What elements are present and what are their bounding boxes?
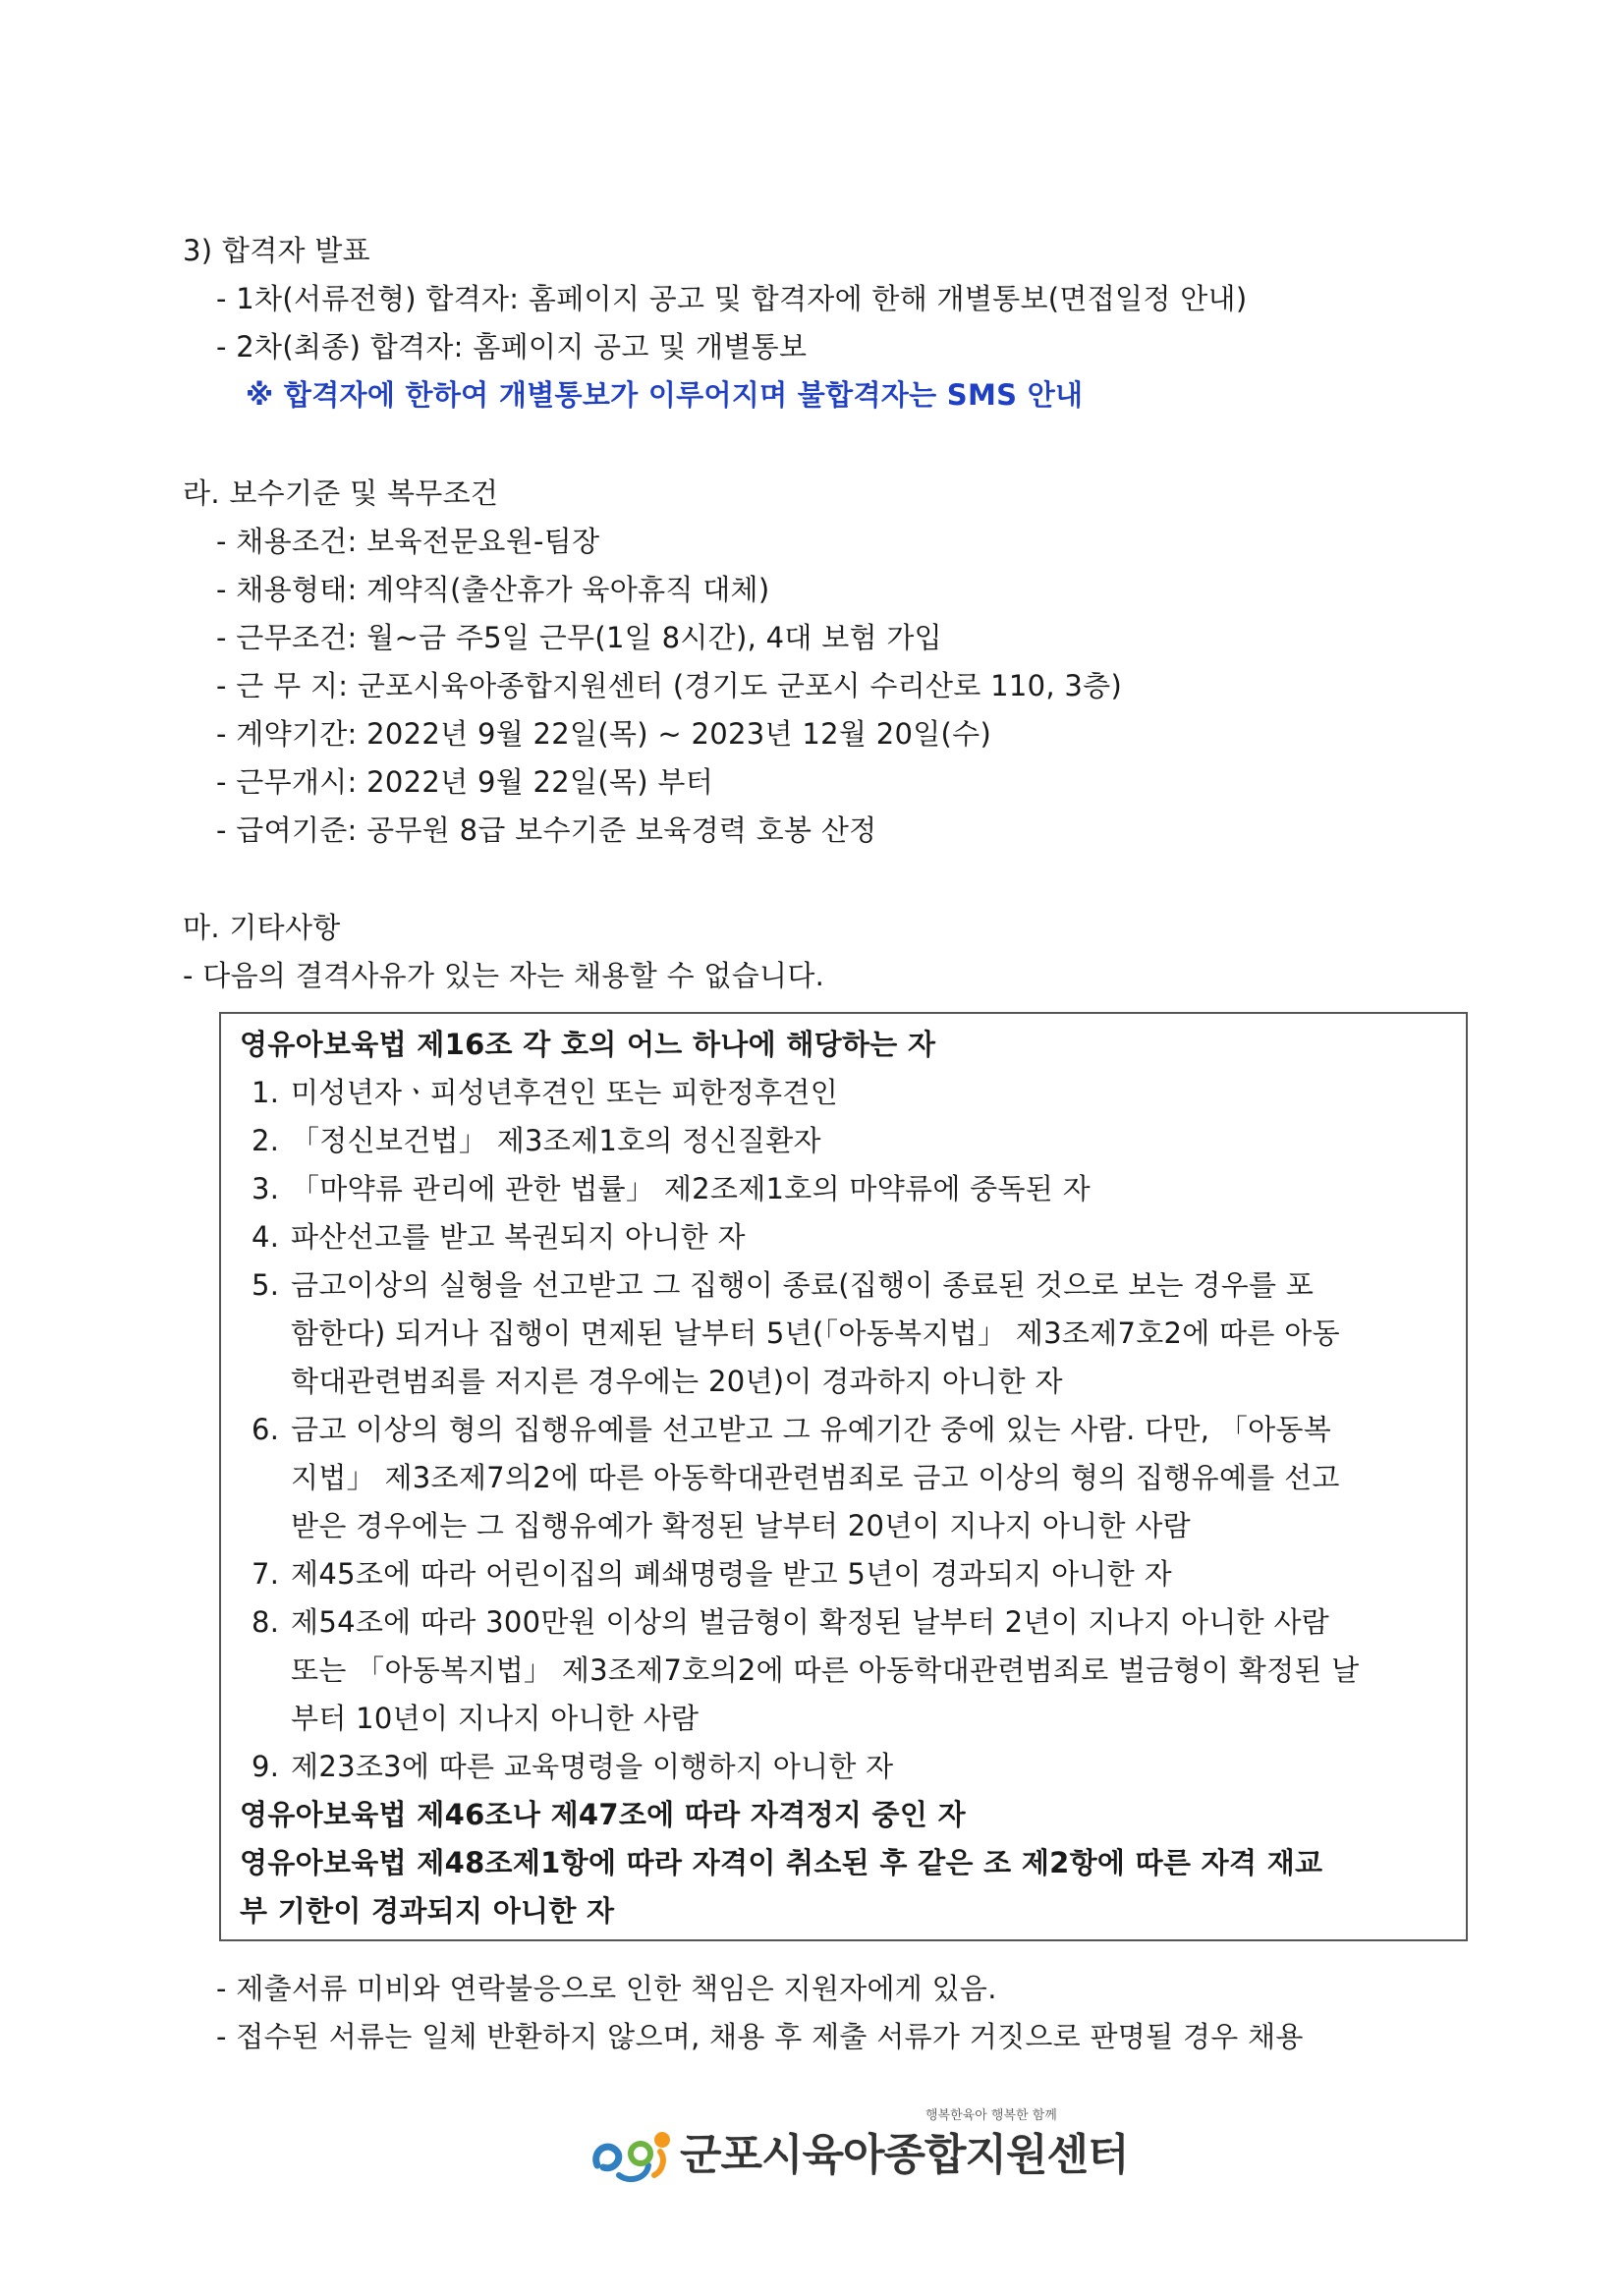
box-item-text: 받은 경우에는 그 집행유예가 확정된 날부터 20년이 지나지 아니한 사람 (291, 1509, 1191, 1542)
box-item-number: 5. (252, 1268, 280, 1302)
box-item-number: 1. (252, 1076, 280, 1109)
box-item-number: 4. (252, 1220, 280, 1254)
list-item: - 급여기준: 공무원 8급 보수기준 보육경력 호봉 산정 (216, 813, 877, 847)
box-footer-line: 부 기한이 경과되지 아니한 자 (240, 1894, 615, 1928)
center-logo-icon (589, 2122, 678, 2187)
box-item-number: 2. (252, 1124, 280, 1157)
logo-tagline: 행복한육아 행복한 함께 (925, 2108, 1057, 2123)
section-heading-announcement: 3) 합격자 발표 (183, 234, 370, 267)
box-footer-line: 영유아보육법 제46조나 제47조에 따라 자격정지 중인 자 (240, 1798, 966, 1831)
box-item-text: 파산선고를 받고 복권되지 아니한 자 (291, 1220, 746, 1254)
list-item: - 근무개시: 2022년 9월 22일(목) 부터 (216, 765, 714, 799)
box-item-text: 제23조3에 따른 교육명령을 이행하지 아니한 자 (291, 1750, 894, 1783)
box-item-text: 함한다) 되거나 집행이 면제된 날부터 5년(「아동복지법」 제3조제7호2에 따른 아동 (291, 1316, 1340, 1350)
section-heading-other: 마. 기타사항 (183, 911, 341, 944)
box-item-text: 미성년자ㆍ피성년후견인 또는 피한정후견인 (291, 1076, 839, 1109)
box-item-text: 금고이상의 실형을 선고받고 그 집행이 종료(집행이 종료된 것으로 보는 경우를 포 (291, 1268, 1315, 1302)
section-heading-conditions: 라. 보수기준 및 복무조건 (183, 476, 499, 510)
box-item-number: 6. (252, 1413, 280, 1446)
box-footer-line: 영유아보육법 제48조제1항에 따라 자격이 취소된 후 같은 조 제2항에 따른 자격 재교 (240, 1846, 1323, 1879)
box-item-number: 3. (252, 1172, 280, 1205)
box-item-text: 「마약류 관리에 관한 법률」 제2조제1호의 마약류에 중독된 자 (291, 1172, 1091, 1205)
box-item-text: 부터 10년이 지나지 아니한 사람 (291, 1702, 700, 1735)
list-item: - 근 무 지: 군포시육아종합지원센터 (경기도 군포시 수리산로 110, 3층) (216, 669, 1123, 702)
center-logo (589, 2102, 1129, 2191)
box-item-text: 또는 「아동복지법」 제3조제7호의2에 따른 아동학대관련범죄로 벌금형이 확정된 날 (291, 1653, 1360, 1687)
list-item: - 제출서류 미비와 연락불응으로 인한 책임은 지원자에게 있음. (216, 1972, 997, 2005)
box-item-text: 지법」 제3조제7의2에 따른 아동학대관련범죄로 금고 이상의 형의 집행유예를 선고 (291, 1461, 1340, 1494)
intro-text: - 다음의 결격사유가 있는 자는 채용할 수 없습니다. (183, 959, 825, 992)
box-item-text: 제54조에 따라 300만원 이상의 벌금형이 확정된 날부터 2년이 지나지 아니한 사람 (291, 1605, 1330, 1639)
list-item: - 계약기간: 2022년 9월 22일(목) ~ 2023년 12월 20일(수) (216, 717, 992, 751)
list-item: - 채용형태: 계약직(출산휴가 육아휴직 대체) (216, 573, 770, 606)
list-item: - 채용조건: 보육전문요원-팀장 (216, 525, 600, 558)
list-item: - 1차(서류전형) 합격자: 홈페이지 공고 및 합격자에 한해 개별통보(면접일정 안내) (216, 282, 1248, 315)
list-item: - 접수된 서류는 일체 반환하지 않으며, 채용 후 제출 서류가 거짓으로 판명될 경우 채용 (216, 2020, 1304, 2053)
box-item-number: 9. (252, 1750, 280, 1783)
notice-text: ※ 합격자에 한하여 개별통보가 이루어지며 불합격자는 SMS 안내 (246, 378, 1084, 412)
box-item-text: 금고 이상의 형의 집행유예를 선고받고 그 유예기간 중에 있는 사람. 다만, 「아동복 (291, 1413, 1332, 1446)
box-item-number: 7. (252, 1557, 280, 1591)
box-title: 영유아보육법 제16조 각 호의 어느 하나에 해당하는 자 (240, 1028, 936, 1061)
box-item-number: 8. (252, 1605, 280, 1639)
list-item: - 2차(최종) 합격자: 홈페이지 공고 및 개별통보 (216, 330, 808, 364)
box-item-text: 학대관련범죄를 저지른 경우에는 20년)이 경과하지 아니한 자 (291, 1365, 1063, 1398)
box-item-text: 제45조에 따라 어린이집의 폐쇄명령을 받고 5년이 경과되지 아니한 자 (291, 1557, 1172, 1591)
logo-text: 군포시육아종합지원센터 (680, 2130, 1129, 2180)
list-item: - 근무조건: 월~금 주5일 근무(1일 8시간), 4대 보험 가입 (216, 621, 942, 654)
box-item-text: 「정신보건법」 제3조제1호의 정신질환자 (291, 1124, 821, 1157)
